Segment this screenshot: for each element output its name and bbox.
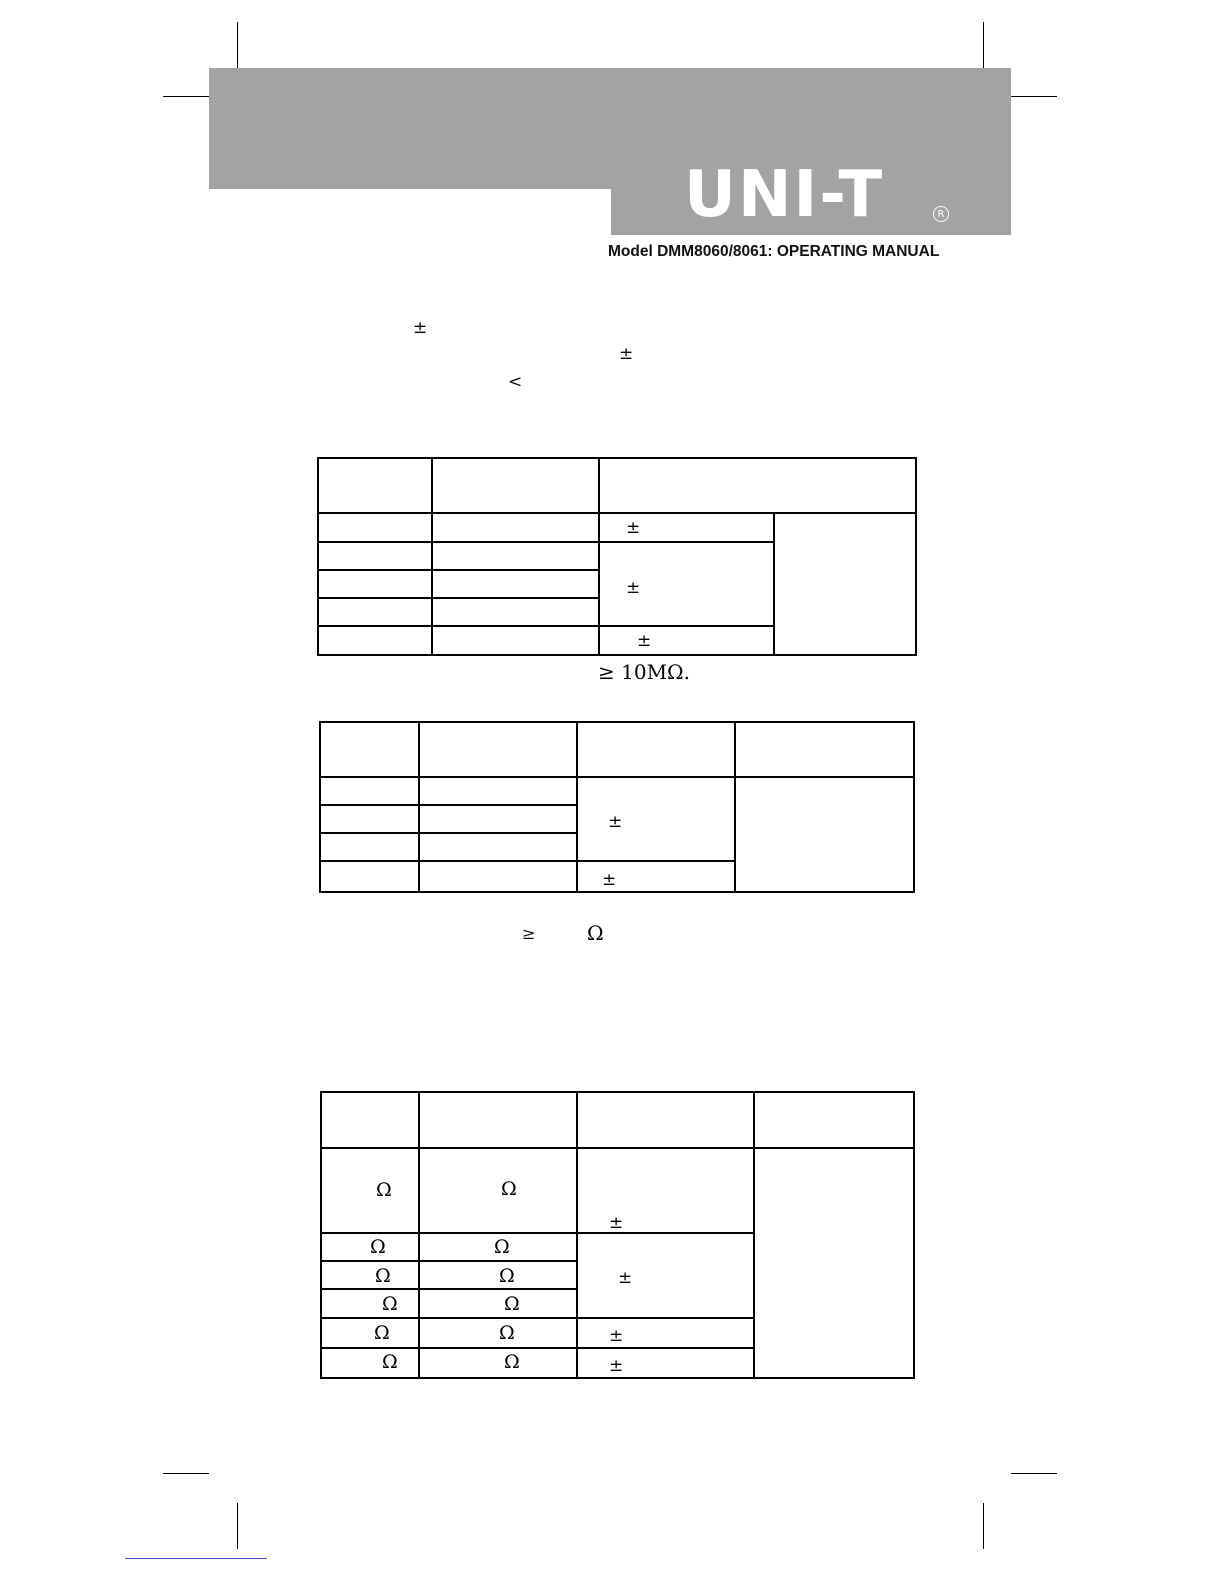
t2-note-omega: Ω — [587, 921, 604, 945]
link-underline[interactable] — [125, 1558, 267, 1559]
manual-subtitle: Model DMM8060/8061: OPERATING MANUAL — [608, 243, 940, 260]
t3-header-accuracy — [577, 1092, 754, 1148]
t3-row3-range — [321, 1261, 419, 1289]
t3-rows2-4-plus-minus: ± — [618, 1268, 633, 1288]
t1-row2-range — [318, 542, 432, 570]
t2-row1-resolution — [419, 777, 577, 805]
t3-row2-range — [321, 1233, 419, 1261]
intro-less-than: < — [508, 372, 523, 392]
t3-row1-range — [321, 1148, 419, 1233]
t3-header-range — [321, 1092, 419, 1148]
t2-row2-resolution — [419, 805, 577, 833]
t3-row6-range — [321, 1348, 419, 1378]
t3-row6-resolution — [419, 1348, 577, 1378]
t3-header-resolution — [419, 1092, 577, 1148]
t1-row4-resolution — [432, 598, 599, 626]
intro-plus-minus-2: ± — [619, 344, 634, 364]
intro-plus-minus-1: ± — [413, 318, 428, 338]
t1-row1-accuracy — [599, 513, 774, 542]
t2-header-resolution — [419, 722, 577, 777]
crop-mark-top-left-horizontal — [163, 96, 209, 97]
t1-row1-resolution — [432, 513, 599, 542]
t1-header-resolution — [432, 458, 599, 513]
crop-mark-top-right-vertical — [983, 22, 984, 68]
t2-row3-resolution — [419, 833, 577, 861]
t3-row4-range-omega: Ω — [382, 1293, 398, 1315]
spec-table-3 — [320, 1091, 915, 1379]
t2-header-accuracy — [577, 722, 735, 777]
t3-row3-resolution-omega: Ω — [499, 1265, 515, 1287]
t1-row1-plus-minus: ± — [626, 518, 641, 538]
crop-mark-bottom-left-vertical — [237, 1503, 238, 1549]
t3-row1-resolution-omega: Ω — [501, 1178, 517, 1200]
t3-row2-range-omega: Ω — [370, 1236, 386, 1258]
t1-row5-resolution — [432, 626, 599, 655]
t3-row5-resolution-omega: Ω — [499, 1322, 515, 1344]
t3-row1-accuracy — [577, 1148, 754, 1233]
brand-logo-text: UNI-T — [684, 158, 885, 232]
t2-header-range — [320, 722, 419, 777]
t3-row6-plus-minus: ± — [609, 1356, 624, 1376]
t1-row5-range — [318, 626, 432, 655]
registered-mark-text: R — [937, 208, 945, 220]
t2-rows1-3-accuracy — [577, 777, 735, 861]
t2-row4-plus-minus: ± — [602, 870, 617, 890]
t2-row4-resolution — [419, 861, 577, 892]
t2-rows1-3-plus-minus: ± — [608, 812, 623, 832]
crop-mark-top-left-vertical — [237, 22, 238, 68]
t1-remark — [774, 513, 916, 655]
t1-row1-range — [318, 513, 432, 542]
t1-row4-range — [318, 598, 432, 626]
t3-row5-plus-minus: ± — [609, 1326, 624, 1346]
t1-row3-resolution — [432, 570, 599, 598]
t2-header-remark — [735, 722, 914, 777]
t2-note-ge: ≥ — [522, 924, 536, 943]
t3-row4-resolution-omega: Ω — [504, 1293, 520, 1315]
registered-mark-icon — [933, 206, 949, 222]
t3-row5-resolution — [419, 1318, 577, 1348]
t1-header-accuracy — [599, 458, 916, 513]
t3-row6-accuracy — [577, 1348, 754, 1378]
t3-header-remark — [754, 1092, 914, 1148]
t1-note-impedance: ≥ 10MΩ. — [598, 660, 690, 684]
crop-mark-bottom-left-horizontal — [163, 1473, 209, 1474]
t1-header-range — [318, 458, 432, 513]
t3-row6-range-omega: Ω — [382, 1351, 398, 1373]
t1-row2-resolution — [432, 542, 599, 570]
t3-row3-resolution — [419, 1261, 577, 1289]
t3-row5-range-omega: Ω — [374, 1322, 390, 1344]
crop-mark-bottom-right-vertical — [983, 1503, 984, 1549]
t2-row4-range — [320, 861, 419, 892]
t3-row6-resolution-omega: Ω — [504, 1351, 520, 1373]
t1-rows2-4-plus-minus: ± — [626, 578, 641, 598]
t2-row4-accuracy — [577, 861, 735, 892]
t3-remark — [754, 1148, 914, 1378]
brand-logo — [684, 160, 954, 230]
t1-rows2-4-accuracy — [599, 542, 774, 626]
t1-row5-plus-minus: ± — [637, 631, 652, 651]
t2-remark — [735, 777, 914, 892]
crop-mark-bottom-right-horizontal — [1011, 1473, 1057, 1474]
t1-row3-range — [318, 570, 432, 598]
t3-row2-resolution — [419, 1233, 577, 1261]
t2-row2-range — [320, 805, 419, 833]
t3-row5-accuracy — [577, 1318, 754, 1348]
t2-row1-range — [320, 777, 419, 805]
t3-row1-plus-minus: ± — [609, 1213, 624, 1233]
t1-row5-accuracy — [599, 626, 774, 655]
t3-row4-resolution — [419, 1289, 577, 1318]
t3-row3-range-omega: Ω — [375, 1265, 391, 1287]
spec-table-1 — [317, 457, 917, 656]
crop-mark-top-right-horizontal — [1011, 96, 1057, 97]
t3-row1-range-omega: Ω — [376, 1179, 392, 1201]
t3-rows2-4-accuracy — [577, 1233, 754, 1318]
t3-row4-range — [321, 1289, 419, 1318]
t3-row2-resolution-omega: Ω — [494, 1236, 510, 1258]
t3-row1-resolution — [419, 1148, 577, 1233]
spec-table-2 — [319, 721, 915, 893]
t2-row3-range — [320, 833, 419, 861]
t3-row5-range — [321, 1318, 419, 1348]
